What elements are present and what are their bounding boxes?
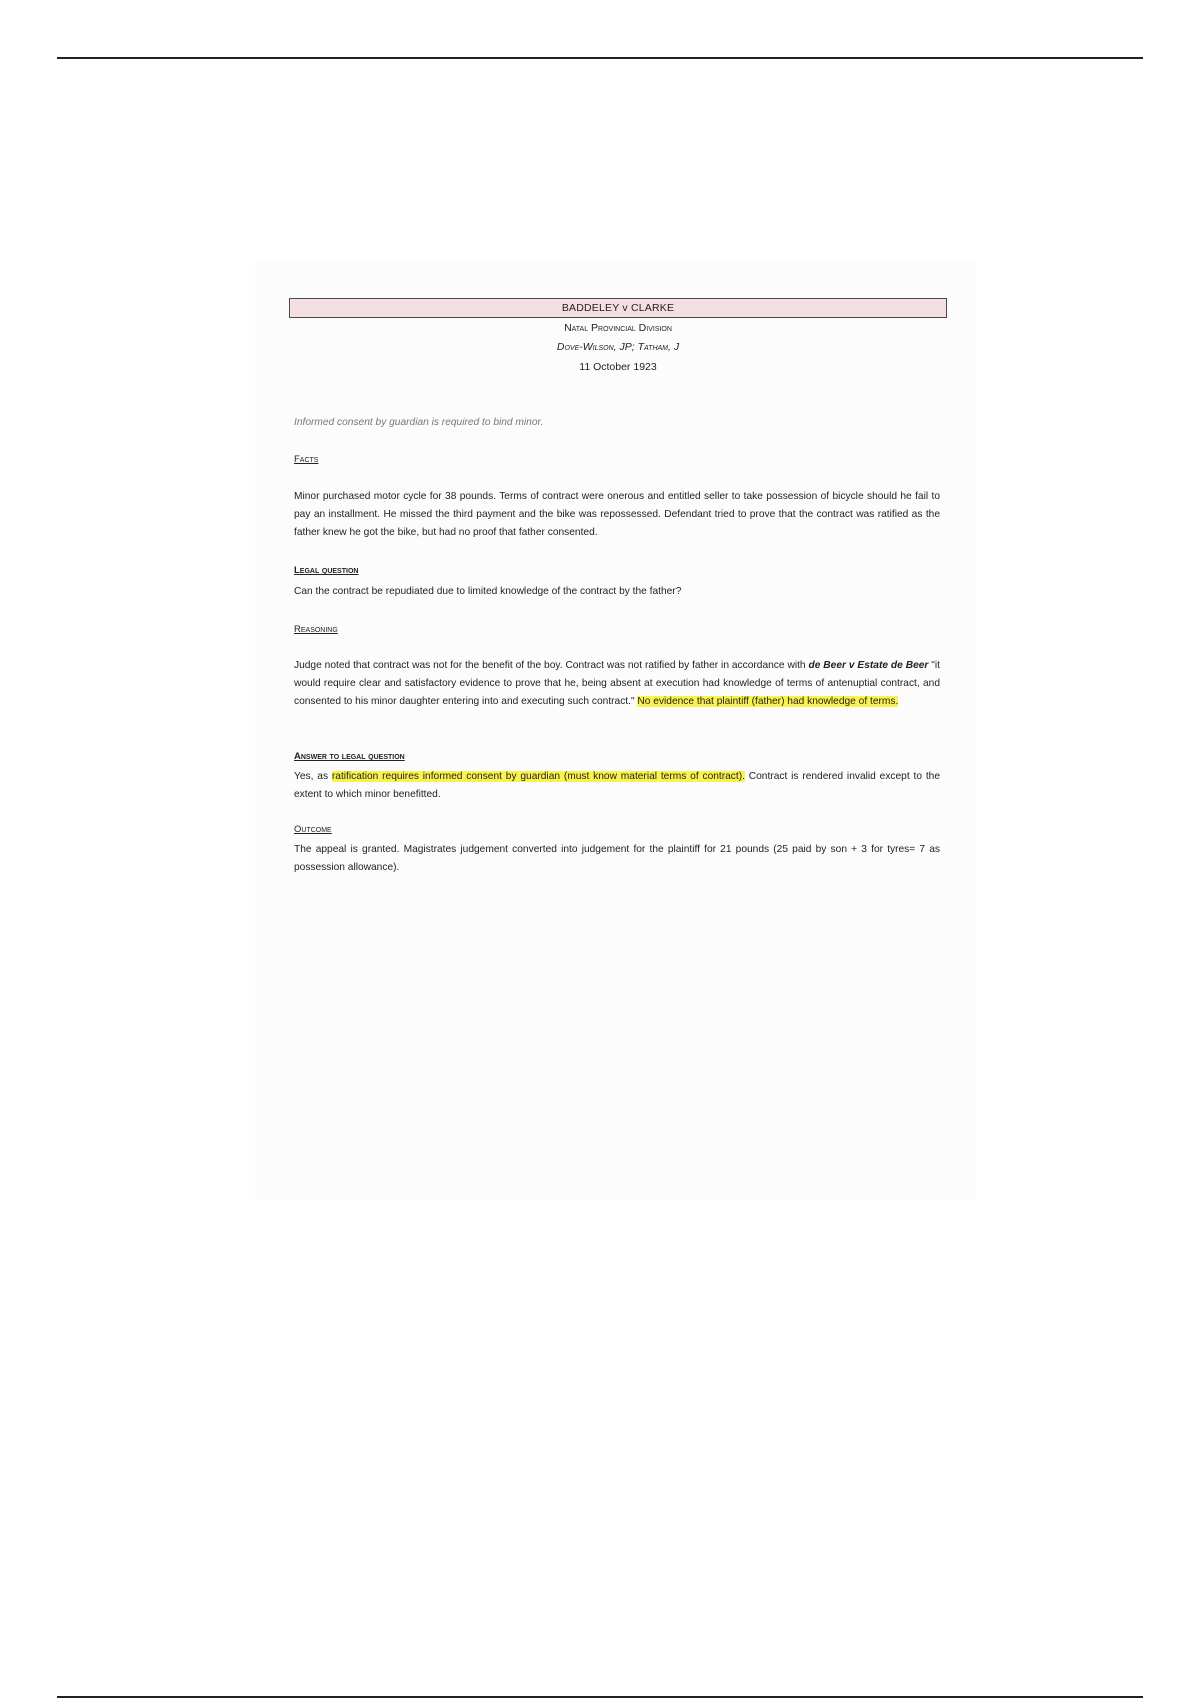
answer-text: [294, 768, 940, 804]
reasoning-text: [294, 657, 940, 711]
reasoning-heading: Reasoning: [294, 624, 338, 635]
case-date: 11 October 1923: [579, 361, 657, 373]
answer-highlight: ratification requires informed consent by guardian (must know material terms of contract).: [331, 771, 745, 782]
outcome-text: The appeal is granted. Magistrates judgement converted into judgement for the plaintiff for 21 pounds (25 paid by son + 3 for tyres= 7 as possession allowance).: [294, 844, 940, 873]
answer-text-after: Contract is rendered invalid except to the extent to which minor benefitted.: [294, 771, 940, 800]
facts-text: Minor purchased motor cycle for 38 pounds. Terms of contract were onerous and entitled seller to take possession of bicycle should he fail to pay an installment. He missed the third payment and the bike was repossessed. Defendant tried to prove that the contract was ratified as the father knew he got the bike, but had no proof that father consented.: [294, 491, 940, 538]
outcome-heading: Outcome: [294, 824, 332, 835]
reasoning-highlight: No evidence that plaintiff (father) had knowledge of terms.: [637, 696, 899, 707]
reasoning-text-part: Judge noted that contract was not for the benefit of the boy. Contract was not ratified by father in accordance with: [294, 660, 809, 671]
facts-heading: Facts: [294, 454, 319, 465]
legal-question-text: Can the contract be repudiated due to limited knowledge of the contract by the father?: [294, 586, 682, 597]
case-citation: de Beer v Estate de Beer: [808, 660, 929, 671]
court-name: Natal Provincial Division: [564, 322, 672, 334]
reasoning-quote: "it would require clear and satisfactory evidence to prove that he, being absent at execution had knowledge of terms of antenuptial contract, and consented to his minor daughter entering into and executing such contract.": [294, 660, 940, 707]
page-bottom-rule: [57, 1696, 1143, 1698]
judges-line: Dove-Wilson, JP; Tatham, J: [556, 341, 680, 353]
case-title: BADDELEY v CLARKE: [289, 298, 947, 318]
page-top-rule: [57, 57, 1143, 59]
answer-heading: Answer to legal question: [294, 751, 405, 762]
case-tagline: Informed consent by guardian is required to bind minor.: [294, 417, 544, 428]
answer-text-part: Yes, as: [294, 771, 332, 782]
legal-question-heading: Legal question: [294, 565, 359, 576]
document-scan: [255, 260, 975, 1200]
